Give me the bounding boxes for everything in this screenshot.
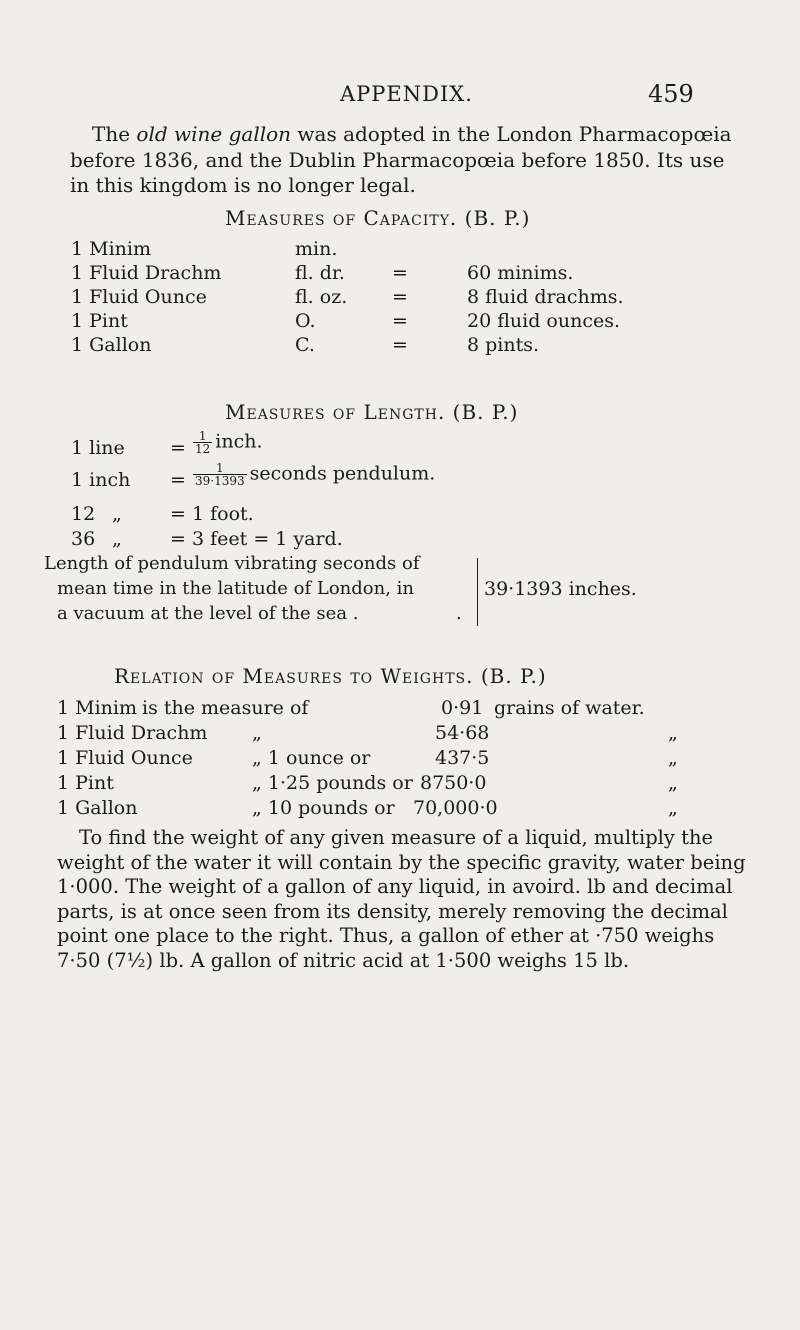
ditto-mark: „ <box>112 528 122 550</box>
length-line-value: 1 foot. <box>192 503 254 525</box>
length-line-label: 1 inch <box>71 469 131 491</box>
weights-row-value: 8750·0 <box>420 772 487 794</box>
fraction-numerator: 1 <box>193 462 247 475</box>
weights-row-name: 1 Fluid Ounce <box>57 747 193 769</box>
length-line-equals: = <box>170 469 186 491</box>
length-heading: Measures of Length. (B. P.) <box>225 400 519 424</box>
length-line-equals: = <box>170 437 186 459</box>
intro-text-end: was adopted in the London Pharmacopœia before 1836, and the Dublin Pharmacopœia before 1850. Its use in this kingdom is no longer legal. <box>70 122 732 197</box>
closing-paragraph <box>57 826 757 973</box>
capacity-row-name: 1 Fluid Ounce <box>71 286 207 308</box>
weights-row-mid: „ 1 ounce or <box>252 747 371 769</box>
length-line-value <box>190 462 435 487</box>
intro-emphasis: old wine gallon <box>136 122 292 146</box>
running-header: APPENDIX. <box>340 82 473 106</box>
page-number: 459 <box>648 80 694 108</box>
length-line-label: 12 <box>71 503 96 525</box>
capacity-row-abbr: min. <box>295 238 338 260</box>
weights-row-mid: „ 1·25 pounds or <box>252 772 413 794</box>
capacity-row-name: 1 Minim <box>71 238 151 260</box>
weights-row-value: 54·68 <box>435 722 490 744</box>
fraction-denominator: 12 <box>195 442 211 456</box>
capacity-row-abbr: fl. dr. <box>295 262 345 284</box>
length-line-equals: = <box>170 528 186 550</box>
fraction <box>193 462 247 487</box>
pendulum-leader-dot: . <box>456 603 462 624</box>
length-line-value: 3 feet = 1 yard. <box>192 528 343 550</box>
weights-row-name: 1 Minim <box>57 697 137 719</box>
pendulum-text-line: Length of pendulum vibrating seconds of <box>44 553 420 574</box>
ditto-mark: „ <box>112 503 122 525</box>
capacity-row-abbr: C. <box>295 334 315 356</box>
capacity-row-value: 8 pints. <box>467 334 540 356</box>
fraction-denominator: 39·1393 <box>195 474 245 488</box>
weights-row-value: 70,000·0 <box>413 797 498 819</box>
length-line-value <box>190 430 263 455</box>
weights-row-unit: grains of water. <box>494 697 645 719</box>
capacity-row-equals: = <box>392 334 408 356</box>
pendulum-text-line: mean time in the latitude of London, in <box>57 578 415 599</box>
pendulum-text-line: a vacuum at the level of the sea . <box>57 603 359 624</box>
weights-row-mid: is the measure of <box>142 697 309 719</box>
capacity-row-abbr: O. <box>295 310 316 332</box>
intro-text-start: The <box>92 122 137 146</box>
fraction-numerator: 1 <box>193 430 212 443</box>
weights-row-mid: „ 10 pounds or <box>252 797 395 819</box>
capacity-row-name: 1 Gallon <box>71 334 152 356</box>
weights-row-unit: „ <box>668 747 678 769</box>
weights-row-unit: „ <box>668 797 678 819</box>
capacity-row-name: 1 Pint <box>71 310 128 332</box>
capacity-row-name: 1 Fluid Drachm <box>71 262 222 284</box>
weights-row-name: 1 Fluid Drachm <box>57 722 208 744</box>
capacity-row-equals: = <box>392 286 408 308</box>
closing-text: To find the weight of any given measure of a liquid, multiply the weight of the water it will contain by the specific gravity, water being 1·000. The weight of a gallon of any liquid, in avoird. lb and decimal parts, is at once seen from its density, merely removing the decimal point one place to the right. Thus, a gallon of ether at ·750 weighs 7·50 (7½) lb. A gallon of nitric acid at 1·500 weighs 15 lb. <box>57 826 746 972</box>
capacity-row-abbr: fl. oz. <box>295 286 348 308</box>
capacity-row-value: 60 minims. <box>467 262 574 284</box>
capacity-row-equals: = <box>392 310 408 332</box>
weights-row-mid: „ <box>252 722 262 744</box>
brace-bracket <box>469 558 478 626</box>
weights-row-unit: „ <box>668 722 678 744</box>
capacity-row-value: 20 fluid ounces. <box>467 310 620 332</box>
length-line-label: 1 line <box>71 437 125 459</box>
intro-paragraph <box>70 122 750 199</box>
fraction <box>193 430 212 455</box>
weights-heading: Relation of Measures to Weights. (B. P.) <box>114 664 547 688</box>
weights-row-name: 1 Pint <box>57 772 114 794</box>
weights-row-value: 437·5 <box>435 747 490 769</box>
pendulum-value: 39·1393 inches. <box>484 578 637 600</box>
weights-row-value: 0·91 <box>441 697 484 719</box>
capacity-row-equals: = <box>392 262 408 284</box>
weights-row-unit: „ <box>668 772 678 794</box>
length-line-label: 36 <box>71 528 96 550</box>
length-unit: seconds pendulum. <box>249 462 436 485</box>
length-line-equals: = <box>170 503 186 525</box>
length-unit: inch. <box>215 430 263 453</box>
weights-row-name: 1 Gallon <box>57 797 138 819</box>
capacity-row-value: 8 fluid drachms. <box>467 286 624 308</box>
capacity-heading: Measures of Capacity. (B. P.) <box>225 206 531 230</box>
